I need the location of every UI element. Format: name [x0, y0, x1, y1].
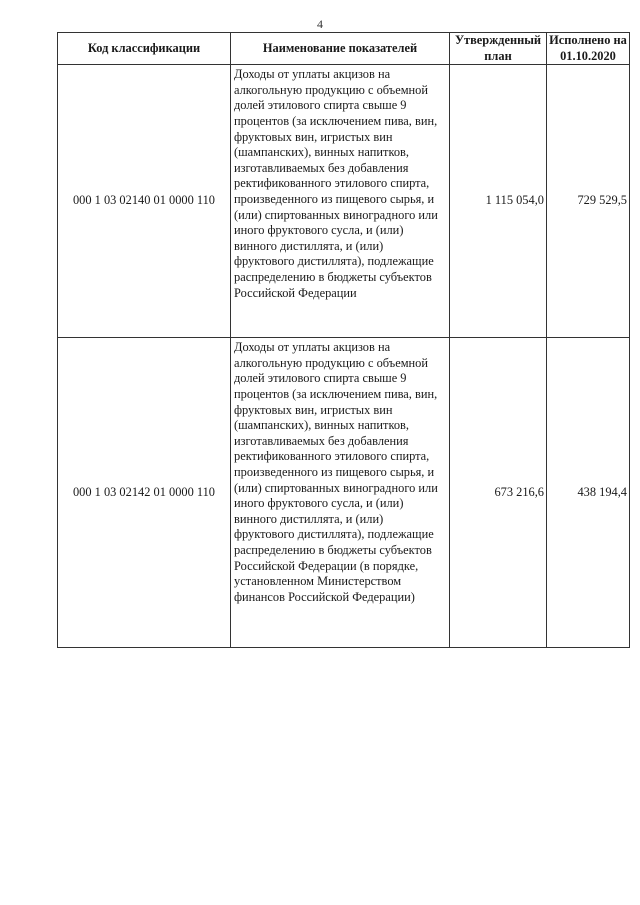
indicator-name-cell: Доходы от уплаты акцизов на алкогольную продукцию с объемной долей этилового спирта свыше 9 процентов (за исключением пива, вин, фруктовых вин, игристых вин (шампанских), винных напитков, изготавливаемых без добавления ректификованного этилового спирта, произведенного из пищевого сырья, и (или) спиртованных виноградного или иного фруктового сусла, и (или) винного дистиллята, и (или) фруктового дистиллята), подлежащие распределению в бюджеты субъектов Российской Федерации [231, 65, 450, 338]
table-row [58, 338, 630, 648]
classification-code-cell: 000 1 03 02140 01 0000 110 [58, 65, 231, 338]
table-row [58, 65, 630, 338]
executed-cell: 438 194,4 [547, 338, 630, 648]
header-classification-code: Код классификации [58, 33, 231, 65]
header-approved-plan: Утвержденный план [450, 33, 547, 65]
revenue-table [57, 32, 630, 648]
approved-plan-cell: 1 115 054,0 [450, 65, 547, 338]
page-number: 4 [317, 17, 323, 31]
header-executed: Исполнено на 01.10.2020 [547, 33, 630, 65]
classification-code-cell: 000 1 03 02142 01 0000 110 [58, 338, 231, 648]
approved-plan-cell: 673 216,6 [450, 338, 547, 648]
table-header-row [58, 33, 630, 65]
executed-cell: 729 529,5 [547, 65, 630, 338]
header-indicator-name: Наименование показателей [231, 33, 450, 65]
indicator-name-cell: Доходы от уплаты акцизов на алкогольную продукцию с объемной долей этилового спирта свыше 9 процентов (за исключением пива, вин, фруктовых вин, игристых вин (шампанских), винных напитков, изготавливаемых без добавления ректификованного этилового спирта, произведенного из пищевого сырья, и (или) спиртованных виноградного или иного фруктового сусла, и (или) винного дистиллята, и (или) фруктового дистиллята), подлежащие распределению в бюджеты субъектов Российской Федерации (в порядке, установленном Министерством финансов Российской Федерации) [231, 338, 450, 648]
